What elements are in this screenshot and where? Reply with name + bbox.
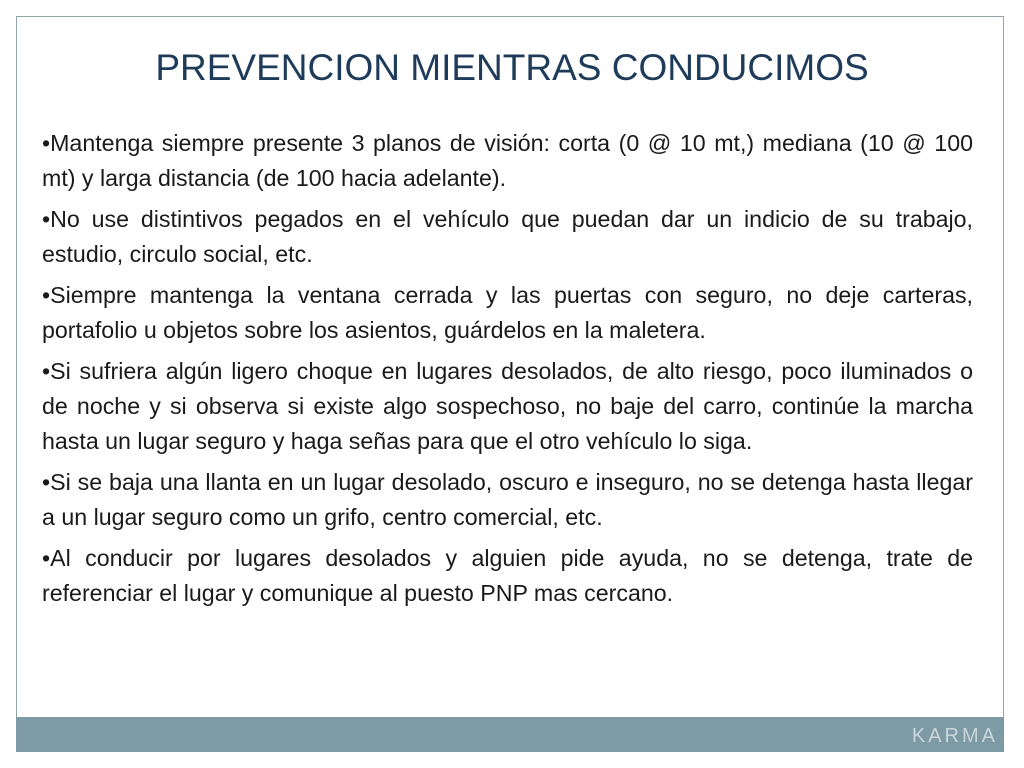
bullet-item-windows-locked: •Siempre mantenga la ventana cerrada y las puertas con seguro, no deje carteras, portafolio u objetos sobre los asientos, guárdelos en la maletera. [42,282,973,343]
bullet-item-no-stickers: •No use distintivos pegados en el vehículo que puedan dar un indicio de su trabajo, estudio, circulo social, etc. [42,206,973,267]
footer-bar [16,717,1004,752]
slide-title: PREVENCION MIENTRAS CONDUCIMOS [155,47,869,88]
bullet-list [42,126,973,617]
bullet-item-vision-planes: •Mantenga siempre presente 3 planos de visión: corta (0 @ 10 mt,) mediana (10 @ 100 mt) y larga distancia (de 100 hacia adelante). [42,130,973,191]
footer-brand: KARMA [911,725,998,747]
bullet-item-minor-crash: •Si sufriera algún ligero choque en lugares desolados, de alto riesgo, poco iluminados o de noche y si observa si existe algo sospechoso, no baje del carro, continúe la marcha hasta un lugar seguro y haga señas para que el otro vehículo lo siga. [42,358,973,454]
bullet-item-someone-asks-help: •Al conducir por lugares desolados y alguien pide ayuda, no se detenga, trate de referenciar el lugar y comunique al puesto PNP mas cercano. [42,545,973,606]
bullet-item-flat-tire: •Si se baja una llanta en un lugar desolado, oscuro e inseguro, no se detenga hasta llegar a un lugar seguro como un grifo, centro comercial, etc. [42,469,973,530]
